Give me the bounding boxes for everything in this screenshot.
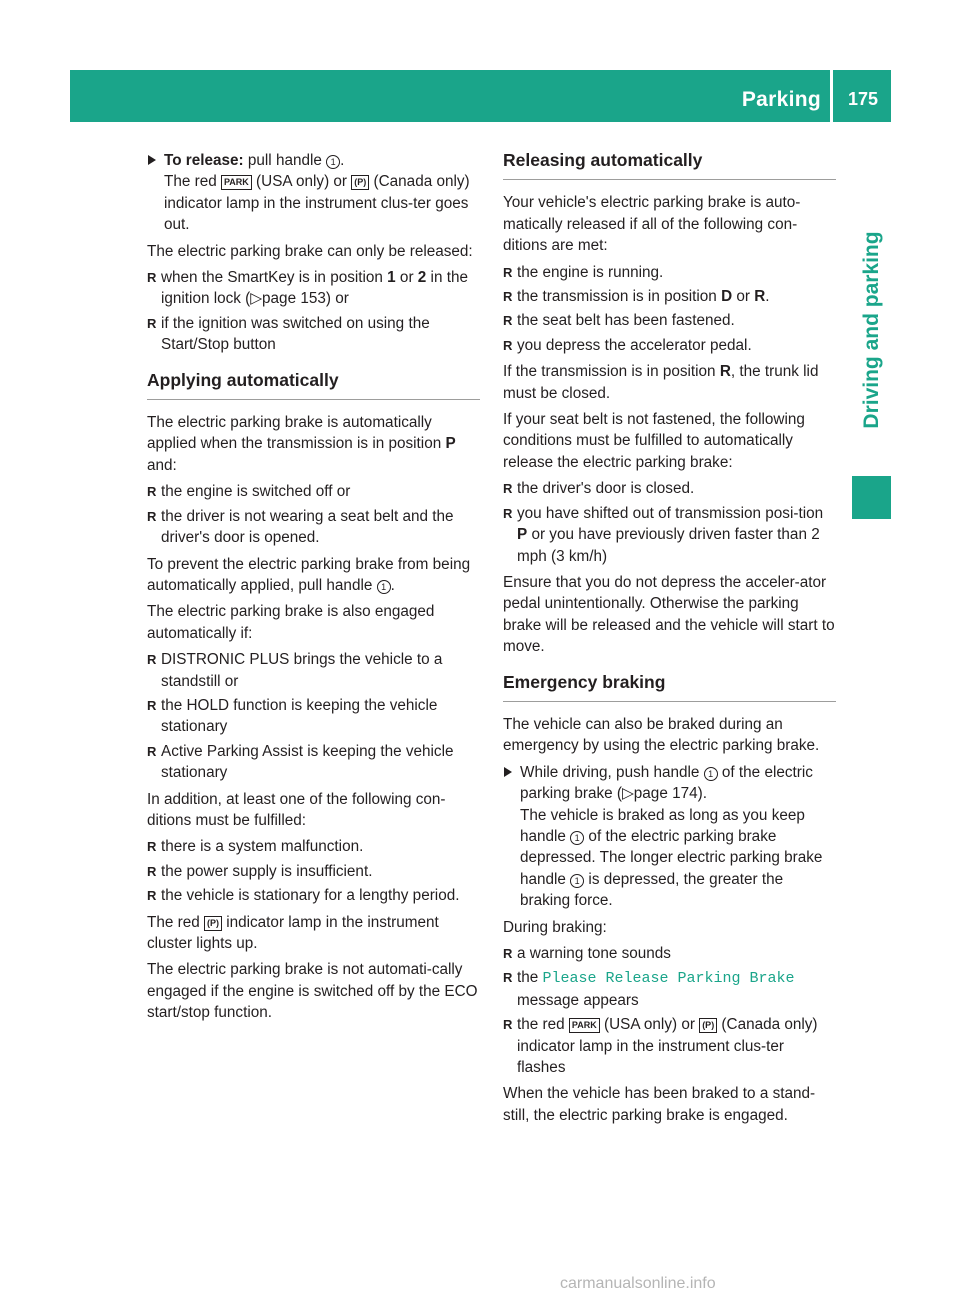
paragraph [147,912,480,955]
list-item: R if the ignition was switched on using the Start/Stop button [147,313,480,356]
text: the [517,969,543,987]
page-number: 175 [847,89,879,109]
text: While driving, push handle [520,763,704,781]
text: or [732,288,755,306]
list-item: R the driver is not wearing a seat belt and the driver's door is opened. [147,506,480,549]
header-divider [830,70,833,122]
gear-position: P [445,435,456,453]
bullet-list [503,943,836,1078]
paragraph [147,412,480,476]
page-reference[interactable]: page 153 [262,290,326,308]
list-item: R Active Parking Assist is keeping the vehicle stationary [147,741,480,784]
text: (Canada only) indicator lamp in the instrument clus-ter flashes [517,1016,818,1077]
gear-position: R [754,288,766,306]
list-item: R the vehicle is stationary for a lengthy period. [147,885,480,906]
list-item [503,967,836,1011]
step-label: To release: [164,152,244,169]
list-item: R there is a system malfunction. [147,836,480,857]
left-column [147,150,480,1029]
text: message appears [517,991,639,1009]
list-item: R a warning tone sounds [503,943,836,964]
text: The red [164,173,221,191]
list-item: R the seat belt has been fastened. [503,310,836,331]
bullet-list [503,478,836,567]
watermark: carmanualsonline.info [560,1275,716,1292]
text: (USA only) or [251,173,352,191]
section-title: Parking [741,88,821,111]
park-lamp-icon: PARK [569,1018,600,1033]
text: (Canada only) indicator lamp in the instrument clus-ter goes out. [164,173,470,234]
bullet-list [147,481,480,548]
key-position: 1 [387,269,396,287]
text: in the ignition lock ( [161,269,468,308]
list-item [147,267,480,310]
bullet-list [503,262,836,357]
paragraph: The electric parking brake is not automati-cally engaged if the engine is switched off by the ECO start/stop function. [147,961,478,1022]
text: and: [147,456,177,474]
paragraph [147,554,480,597]
paragraph: If your seat belt is not fastened, the following conditions must be fulfilled to automatically release the electric parking brake: [503,411,805,471]
list-item: R DISTRONIC PLUS brings the vehicle to a standstill or [147,649,480,692]
gear-position: P [517,526,528,544]
list-item: R the HOLD function is keeping the vehicle stationary [147,695,480,738]
bullet-list [147,836,480,906]
paragraph: When the vehicle has been braked to a stand-still, the electric parking brake is engaged. [503,1085,816,1124]
park-lamp-icon: PARK [221,175,252,190]
text: the red [517,1016,569,1034]
text: when the SmartKey is in position [161,269,388,287]
list-item [503,286,836,307]
paragraph: Your vehicle's electric parking brake is auto-matically released if all of the following con-ditions are met: [503,194,801,255]
page-reference[interactable]: page 174 [633,785,698,803]
text: ) or [325,290,349,308]
handle-marker-icon: 1 [570,874,584,888]
text: . [340,152,345,169]
paragraph: In addition, at least one of the following con-ditions must be fulfilled: [147,790,446,829]
text: or [395,269,418,287]
key-position: 2 [417,269,427,287]
paragraph: The vehicle can also be braked during an emergency by using the electric parking brake. [503,715,820,755]
text: the transmission is in position [517,288,722,306]
text: indicator lamp in the instrument cluster lights up. [147,913,439,952]
gear-position: R [719,363,731,381]
bullet-list [147,267,480,356]
text: If the transmission is in position [503,363,720,381]
section-heading: Emergency braking [503,672,836,702]
list-item: R the driver's door is closed. [503,478,836,499]
text: or you have previously driven faster than 2 mph (3 km/h) [517,526,820,565]
brake-lamp-icon: (P) [204,916,222,931]
text: you have shifted out of transmission posi-tion [517,504,824,522]
text: is depressed, the greater the braking force. [520,870,784,910]
chapter-marker-block [852,476,891,519]
handle-marker-icon: 1 [326,155,340,169]
list-item [503,1014,836,1078]
page-header [70,70,891,122]
text: of the electric parking brake ( [520,763,813,803]
text: The red [147,913,204,931]
instruction-step [503,762,836,912]
text: ). [697,785,707,803]
instruction-step [147,150,480,236]
text: The electric parking brake is automatically applied when the transmission is in position [147,414,446,453]
handle-marker-icon: 1 [570,831,584,845]
list-item: R the power supply is insufficient. [147,861,480,882]
paragraph: The electric parking brake is also engaged automatically if: [147,603,435,642]
text: pull handle [243,152,327,169]
brake-lamp-icon: (P) [351,175,369,190]
section-heading: Applying automatically [147,370,480,400]
page-ref-icon: ▷ [622,785,634,803]
list-item [503,503,836,567]
paragraph: Ensure that you do not depress the acceler-ator pedal unintentionally. Otherwise the parking brake will be released and the vehicle will start to move. [503,573,835,656]
brake-lamp-icon: (P) [699,1018,717,1033]
chapter-label: Driving and parking [860,231,883,429]
gear-position: D [721,288,733,306]
handle-marker-icon: 1 [377,580,391,594]
text: , the trunk lid must be closed. [503,363,819,402]
handle-marker-icon: 1 [704,767,718,781]
text: . [765,288,770,306]
section-heading: Releasing automatically [503,150,836,180]
display-message: Please Release Parking Brake [542,970,795,988]
text: of the electric parking brake depressed. The longer electric parking brake handle [520,827,823,888]
paragraph: During braking: [503,918,607,936]
right-column [503,150,836,1131]
bullet-list [147,649,480,783]
text: . [390,576,395,594]
list-item: R you depress the accelerator pedal. [503,335,836,356]
chapter-side-tab [852,231,892,429]
paragraph: The electric parking brake can only be released: [147,242,473,260]
text: The vehicle is braked as long as you keep handle [520,806,805,845]
text: To prevent the electric parking brake from being automatically applied, pull handle [147,555,471,594]
page-ref-icon: ▷ [250,290,263,308]
list-item: R the engine is switched off or [147,481,480,502]
paragraph [503,361,836,404]
list-item: R the engine is running. [503,262,836,283]
text: (USA only) or [599,1016,700,1034]
